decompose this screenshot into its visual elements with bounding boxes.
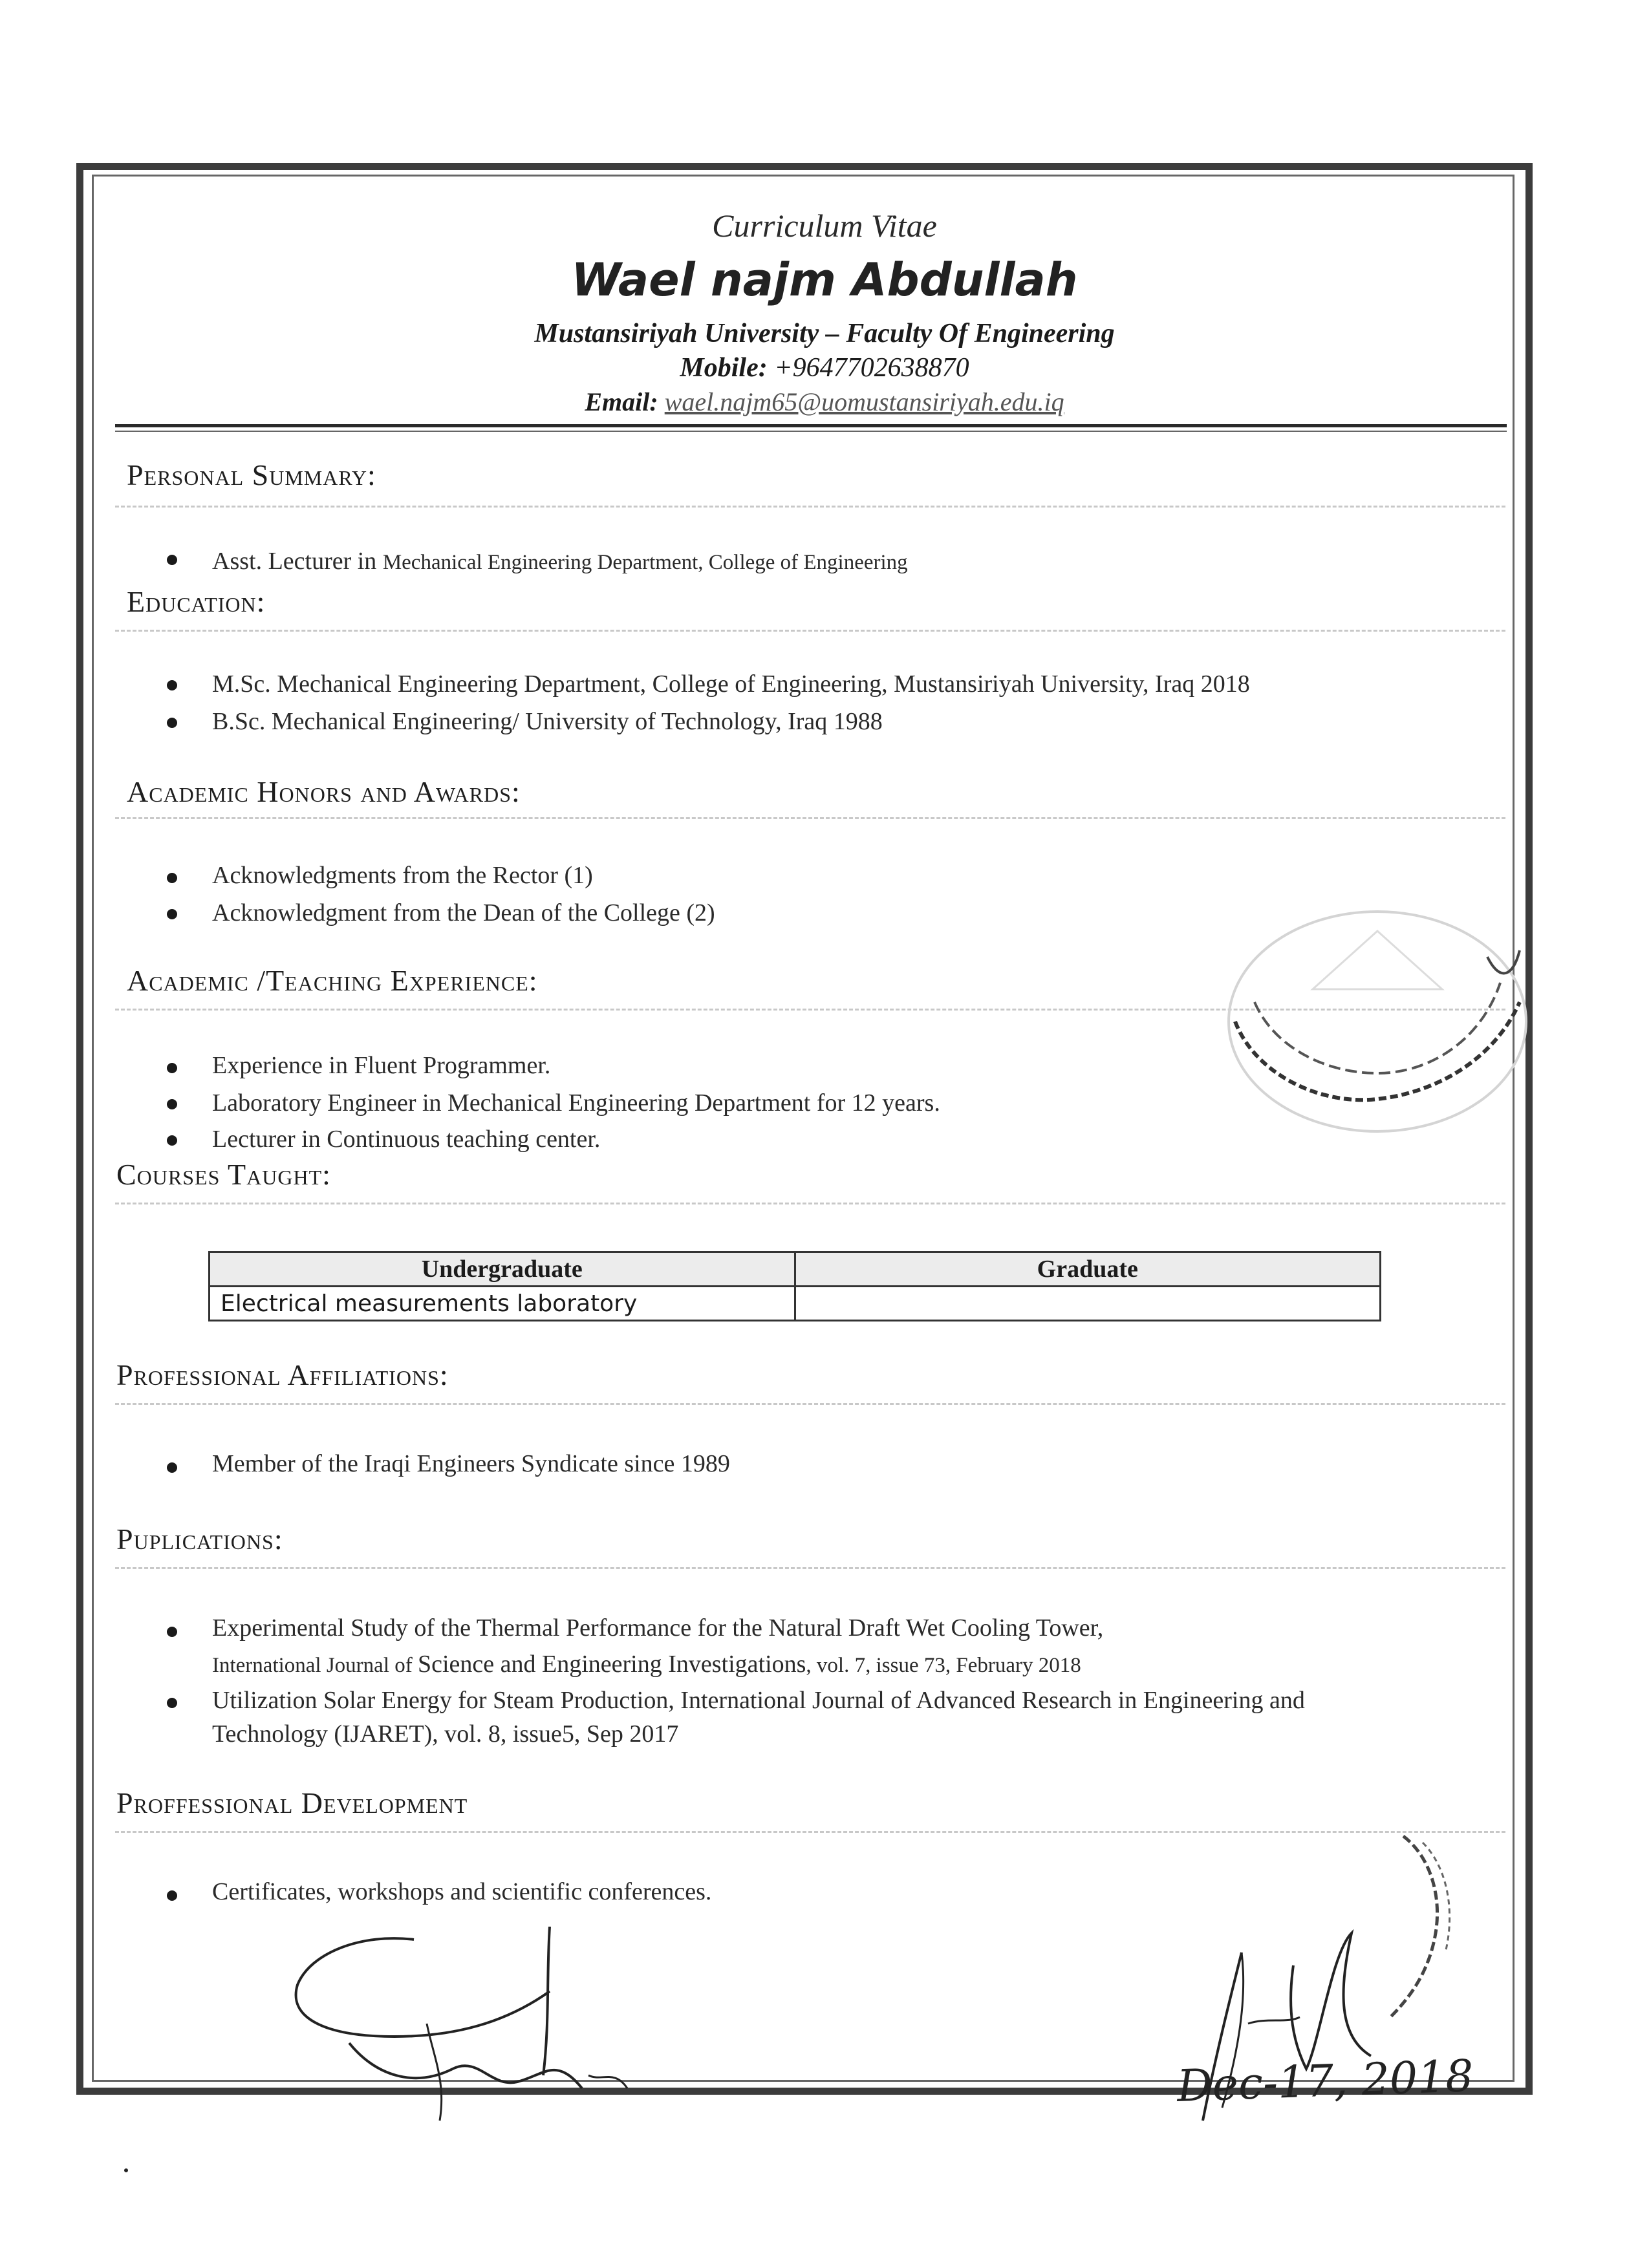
development-item: Certificates, workshops and scientific conferences.: [212, 1878, 712, 1905]
education-heading: Education:: [127, 585, 266, 618]
table-row: [210, 1287, 1381, 1321]
publication-title: Utilization Solar Energy for Steam Production, International Journal of Advanced Research in Engineering and: [212, 1687, 1305, 1714]
summary-item: Asst. Lecturer in Mechanical Engineering Department, College of Engineering: [212, 548, 908, 575]
publications-heading: Puplications:: [116, 1523, 283, 1556]
bullet: [167, 555, 177, 565]
experience-item: Lecturer in Continuous teaching center.: [212, 1126, 601, 1153]
experience-heading: Academic /Teaching Experience:: [127, 964, 538, 997]
bullet: [167, 718, 177, 728]
bullet: [167, 680, 177, 690]
mobile-value: +9647702638870: [774, 353, 969, 383]
section-divider: [115, 506, 1505, 508]
affiliation-item: Member of the Iraqi Engineers Syndicate since 1989: [212, 1450, 730, 1477]
stamp-image: [1216, 892, 1539, 1164]
signature-left-image: [285, 1927, 660, 2134]
header-rule-thin: [115, 431, 1507, 432]
section-divider: [115, 1403, 1505, 1405]
bullet: [167, 1063, 177, 1073]
education-item: M.Sc. Mechanical Engineering Department, College of Engineering, Mustansiriyah University, Iraq 2018: [212, 670, 1250, 698]
honors-item: Acknowledgment from the Dean of the College (2): [212, 899, 715, 926]
email-line: [0, 387, 1649, 417]
bullet: [167, 1698, 177, 1708]
mobile-label: Mobile:: [680, 353, 768, 383]
experience-item: Experience in Fluent Programmer.: [212, 1052, 551, 1079]
publication-title: Experimental Study of the Thermal Performance for the Natural Draft Wet Cooling Tower,: [212, 1614, 1104, 1642]
bullet: [167, 909, 177, 919]
email-link[interactable]: wael.najm65@uomustansiriyah.edu.iq: [664, 387, 1064, 416]
section-divider: [115, 1203, 1505, 1204]
honors-item: Acknowledgments from the Rector (1): [212, 862, 593, 889]
honors-heading: Academic Honors and Awards:: [127, 775, 521, 808]
table-cell: Electrical measurements laboratory: [210, 1287, 795, 1321]
development-heading: Proffessional Development: [116, 1786, 468, 1819]
handwritten-date: Dec-17, 2018: [1176, 2051, 1474, 2112]
table-cell: [795, 1287, 1381, 1321]
affiliation: Mustansiriyah University – Faculty Of Engineering: [534, 319, 1115, 348]
mobile-line: [0, 352, 1649, 383]
cv-title: Curriculum Vitae: [712, 208, 937, 244]
publication-source: International Journal of Science and Engineering Investigations, vol. 7, issue 73, February 2018: [212, 1651, 1081, 1678]
section-divider: [115, 1831, 1505, 1833]
section-divider: [115, 630, 1505, 632]
section-divider: [115, 1567, 1505, 1569]
column-header: Undergraduate: [210, 1252, 795, 1287]
bullet: [167, 873, 177, 883]
experience-item: Laboratory Engineer in Mechanical Engineering Department for 12 years.: [212, 1089, 940, 1117]
header-rule: [115, 424, 1507, 427]
email-label: Email:: [585, 387, 658, 416]
bullet: [167, 1462, 177, 1473]
affiliations-heading: Professional Affiliations:: [116, 1358, 449, 1391]
publication-source: Technology (IJARET), vol. 8, issue5, Sep 2017: [212, 1720, 679, 1748]
courses-heading: Courses Taught:: [116, 1158, 331, 1191]
courses-table: [208, 1251, 1381, 1321]
education-item: B.Sc. Mechanical Engineering/ University of Technology, Iraq 1988: [212, 708, 883, 735]
bullet: [167, 1627, 177, 1637]
column-header: Graduate: [795, 1252, 1381, 1287]
bullet: [167, 1135, 177, 1146]
stray-mark: [124, 2168, 128, 2172]
bullet: [167, 1890, 177, 1901]
section-divider: [115, 817, 1505, 819]
personal-summary-heading: Personal Summary:: [127, 458, 376, 491]
table-header-row: [210, 1252, 1381, 1287]
bullet: [167, 1099, 177, 1109]
person-name: Wael najm Abdullah: [571, 253, 1078, 306]
